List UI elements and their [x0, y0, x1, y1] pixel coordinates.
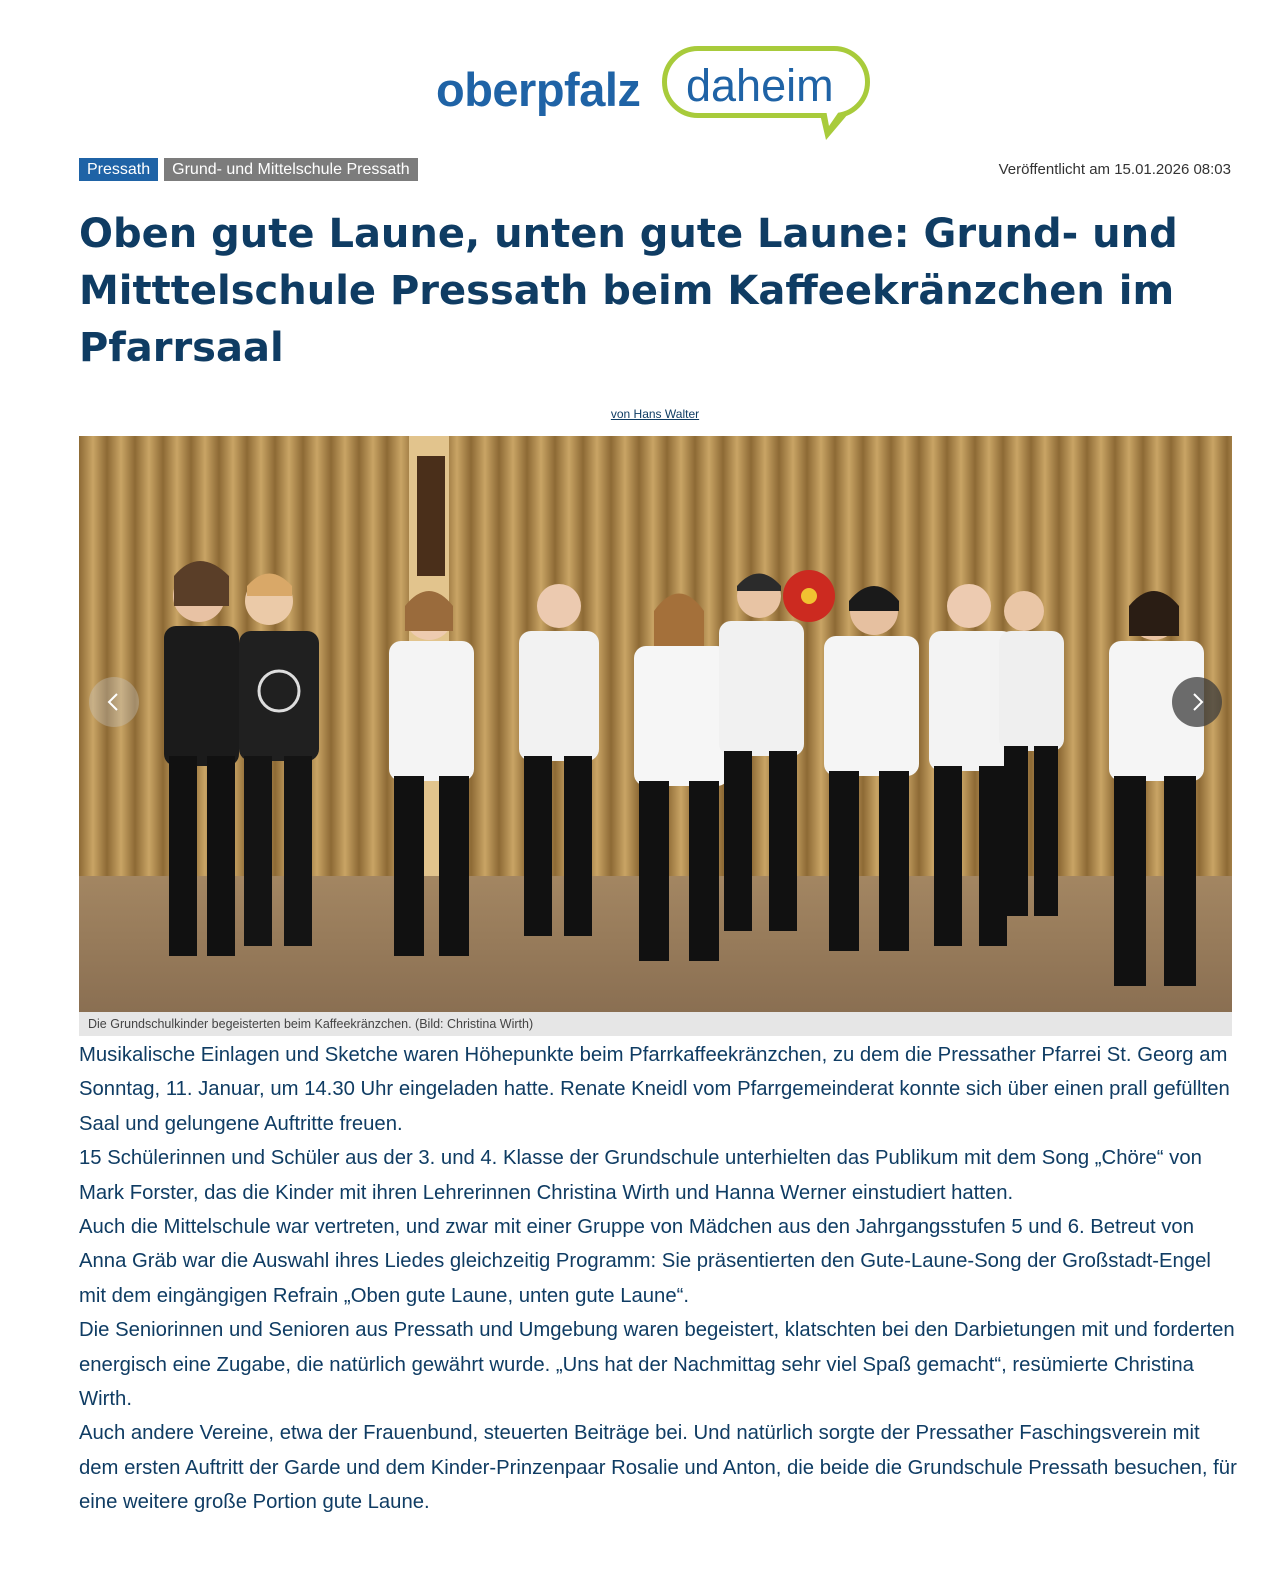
site-logo[interactable]	[436, 42, 876, 142]
paragraph: Die Seniorinnen und Senioren aus Pressath und Umgebung waren begeistert, klatschten bei den Darbietungen mit und forderten energisch eine Zugabe, die natürlich gewährt wurde. „Uns hat der Nachmittag sehr viel Spaß gemacht“, resümierte Christina Wirth.	[79, 1319, 1235, 1411]
paragraph: Auch andere Vereine, etwa der Frauenbund, steuerten Beiträge bei. Und natürlich sorgte der Pressather Faschingsverein mit dem ersten Auftritt der Garde und dem Kinder-Prinzenpaar Rosalie und Anton, die beide die Grundschule Pressath besuchen, für eine weitere große Portion gute Laune.	[79, 1422, 1237, 1514]
chevron-left-icon	[103, 691, 125, 713]
category-tags	[79, 158, 418, 181]
article-headline: Oben gute Laune, unten gute Laune: Grund- und Mitttelschule Pressath beim Kaffeekränzchen im Pfarrsaal	[79, 211, 1178, 371]
chevron-right-icon	[1186, 691, 1208, 713]
photo-caption: Die Grundschulkinder begeisterten beim Kaffeekränzchen. (Bild: Christina Wirth)	[88, 1017, 534, 1031]
paragraph: Musikalische Einlagen und Sketche waren Höhepunkte beim Pfarrkaffeekränzchen, zu dem die Pressather Pfarrei St. Georg am Sonntag, 11. Januar, um 14.30 Uhr eingeladen hatte. Renate Kneidl vom Pfarrgemeinderat konnte sich über einen prall gefüllten Saal und gelungene Auftritte freuen.	[79, 1044, 1230, 1135]
photo-caption-bar	[79, 1012, 1232, 1036]
photo-next-button[interactable]	[1172, 677, 1222, 727]
tag-school[interactable]: Grund- und Mittelschule Pressath	[164, 158, 417, 181]
author-link[interactable]: von Hans Walter	[610, 407, 700, 421]
logo-text-daheim: daheim	[686, 60, 834, 111]
article-body	[79, 1038, 1239, 1520]
photo-dancing-children	[79, 436, 1232, 1012]
article-photo[interactable]	[79, 436, 1232, 1012]
paragraph: 15 Schülerinnen und Schüler aus der 3. und 4. Klasse der Grundschule unterhielten das Publikum mit dem Song „Chöre“ von Mark Forster, das die Kinder mit ihren Lehrerinnen Christina Wirth und Hanna Werner einstudiert hatten.	[79, 1147, 1202, 1204]
paragraph: Auch die Mittelschule war vertreten, und zwar mit einer Gruppe von Mädchen aus den Jahrgangsstufen 5 und 6. Betreut von Anna Gräb war die Auswahl ihres Liedes gleichzeitig Programm: Sie präsentierten den Gute-Laune-Song der Großstadt-Engel mit dem eingängigen Refrain „Oben gute Laune, unten gute Laune“.	[79, 1216, 1211, 1307]
photo-prev-button[interactable]	[89, 677, 139, 727]
published-date: Veröffentlicht am 15.01.2026 08:03	[998, 161, 1231, 178]
logo-text-oberpfalz: oberpfalz	[436, 63, 641, 116]
tag-pressath[interactable]: Pressath	[79, 158, 158, 181]
